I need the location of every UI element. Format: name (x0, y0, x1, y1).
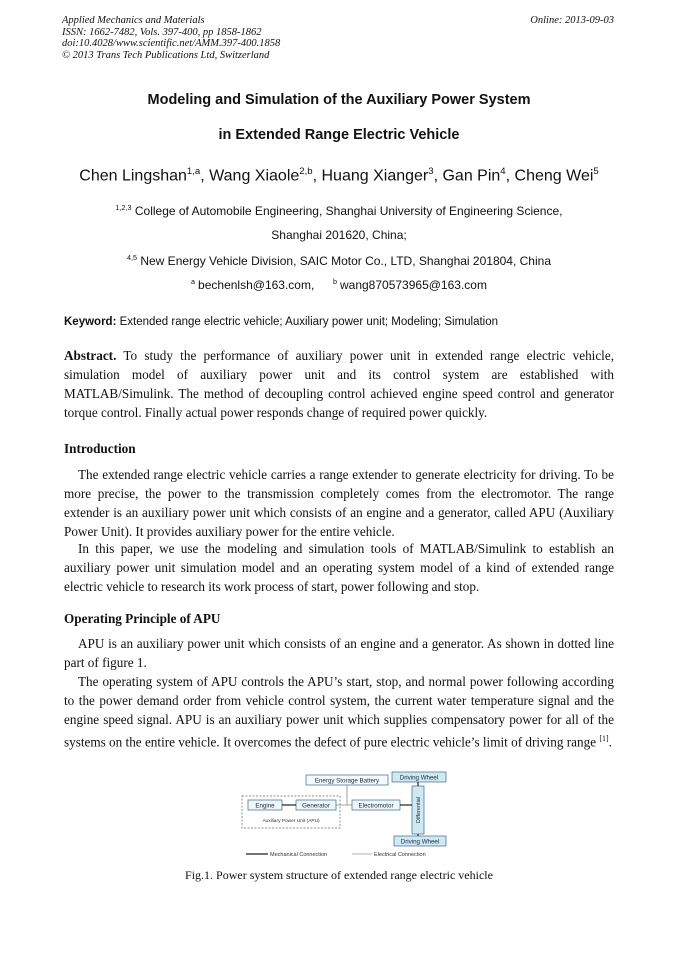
author-sup: 2,b (299, 166, 313, 177)
keywords (64, 316, 498, 328)
differential-label: Differential (416, 796, 422, 824)
author-separator: , (433, 167, 443, 185)
operating-paragraph-1: APU is an auxiliary power unit which consists of an engine and a generator. As shown in dotted line part of figure 1. (64, 636, 614, 670)
author-sup: 3 (428, 166, 434, 177)
email-sup: a (191, 277, 196, 286)
intro-paragraph-2: In this paper, we use the modeling and simulation tools of MATLAB/Simulink to establish an auxiliary power unit simulation model and an operating system model of a kind of extended range electric vehicle to research its work process of start, power following and stop. (64, 541, 614, 594)
citation-ref[interactable]: [1] (599, 734, 609, 743)
driving-wheel-top-label: Driving Wheel (399, 774, 439, 782)
figure-1-diagram (240, 770, 450, 860)
journal-name: Applied Mechanics and Materials (62, 15, 205, 26)
author-name: Wang Xiaole (209, 167, 300, 185)
paper-title-line-1: Modeling and Simulation of the Auxiliary Power System (147, 92, 531, 108)
paper-title-line-2: in Extended Range Electric Vehicle (218, 127, 460, 143)
section-heading-operating-principle: Operating Principle of APU (64, 611, 221, 626)
intro-paragraph-1: The extended range electric vehicle carries a range extender to generate electricity for driving. To be more precise, the power to the transmission completely comes from the electromotor. The range extender is an auxiliary power unit which consists of an engine and a generator, called APU (Auxiliary Power Unit). It provides auxiliary power for the entire vehicle. (64, 467, 614, 539)
author-separator: , (312, 167, 322, 185)
section-heading-introduction: Introduction (64, 441, 136, 456)
publication-meta (62, 15, 280, 61)
email-sup: b (332, 277, 337, 286)
legend-elec-label: Electrical Connection (374, 852, 426, 858)
affiliation-2 (0, 253, 678, 268)
copyright-line: © 2013 Trans Tech Publications Ltd, Switzerland (62, 49, 270, 61)
keyword-text: Extended range electric vehicle; Auxiliary power unit; Modeling; Simulation (119, 316, 499, 328)
energy-storage-label: Energy Storage Battery (314, 777, 380, 785)
figure-1-caption: Fig.1. Power system structure of extended range electric vehicle (185, 868, 493, 882)
affiliation-text: New Energy Vehicle Division, SAIC Motor Co., LTD, Shanghai 201804, China (140, 254, 551, 268)
operating-paragraph-2 (64, 672, 614, 751)
affiliation-1-line-1 (0, 203, 678, 218)
affiliation-1-line-2: Shanghai 201620, China; (271, 228, 407, 242)
affiliation-sup: 1,2,3 (115, 203, 132, 212)
email-a[interactable]: bechenlsh@163.com, (198, 278, 315, 292)
doi-line[interactable]: doi:10.4028/www.scientific.net/AMM.397-400.1858 (62, 38, 281, 49)
author-separator: , (505, 167, 515, 185)
author-separator: , (200, 167, 210, 185)
operating-paragraph-2-text: The operating system of APU controls the APU’s start, stop, and normal power following according to the power demand order from vehicle control system, the current water temperature signal and the engine speed signal. APU is an auxiliary power unit which supplies compensatory power for all of the systems on the entire vehicle. It overcomes the defect of pure electric vehicle’s limit of driving range (64, 674, 614, 750)
abstract-text: To study the performance of auxiliary power unit in extended range electric vehicle, simulation model of auxiliary power unit and its control system are established with MATLAB/Simulink. The method of decoupling control achieved engine speed control and generator torque control. Finally actual power responds change of required power quickly. (64, 348, 614, 420)
abstract-label: Abstract. (64, 348, 117, 363)
author-name: Gan Pin (442, 167, 501, 185)
affiliation-sup: 4,5 (127, 253, 137, 262)
author-name: Cheng Wei (514, 167, 594, 185)
email-b[interactable]: wang870573965@163.com (339, 278, 487, 292)
author-list (0, 166, 678, 185)
engine-label: Engine (255, 802, 275, 810)
issn-line: ISSN: 1662-7482, Vols. 397-400, pp 1858-1862 (62, 26, 262, 38)
author-name: Huang Xianger (321, 167, 429, 185)
author-name: Chen Lingshan (79, 167, 187, 185)
author-sup: 1,a (186, 166, 201, 177)
abstract (64, 346, 614, 422)
online-date: Online: 2013-09-03 (530, 15, 614, 26)
keyword-label: Keyword: (64, 316, 117, 328)
sentence-end: . (608, 734, 612, 750)
driving-wheel-bottom-label: Driving Wheel (400, 838, 440, 846)
author-sup: 4 (500, 166, 506, 177)
legend-mech-label: Mechanical Connection (270, 852, 328, 858)
generator-label: Generator (302, 802, 330, 810)
electromotor-label: Electromotor (358, 802, 394, 810)
author-sup: 5 (593, 166, 599, 177)
apu-label: Auxiliary Power Unit (APU) (262, 819, 320, 824)
affiliation-text: College of Automobile Engineering, Shanghai University of Engineering Science, (134, 204, 563, 218)
author-emails (0, 277, 678, 292)
